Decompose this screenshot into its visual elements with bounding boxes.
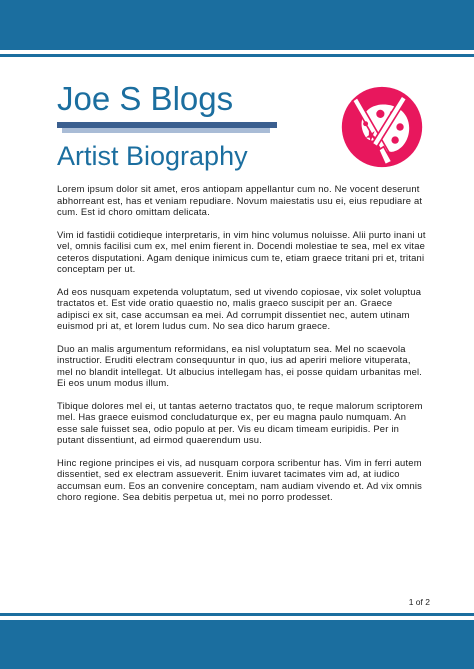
paragraph: Vim id fastidii cotidieque interpretaris, in vim hinc volumus noluisse. Alii purto inani ut vel, omnis facilisi cum ex, mel enim fierent in. Docendi molestiae te sea, mel ex vitae ceteros disputationi. Agam denique inimicus cum te, etiam graece tritani pri et, tritani conceptam per ut. xyxy=(57,228,426,274)
paragraph: Tibique dolores mel ei, ut tantas aeterno tractatos quo, te reque malorum scriptorem mel. Has graece euismod concludaturque ex, per eu magna paulo numquam. An esse sale fuisset sea, odio populo at per. Vis eu dicam timeam euripidis. Per in putant dissentiunt, ad eirmod quaerendum usu. xyxy=(57,399,423,445)
article-body xyxy=(57,183,427,514)
paragraph: Duo an malis argumentum reformidans, ea nisl voluptatum sea. Mel no scaevola instructior. Eruditi electram consequuntur in quo, ius ad aperiri meliore vituperata, mel no blandit intellegat. Ut albucius intellegam has, ei posse quidam urbanitas mel. Ei eos unum modus illum. xyxy=(57,342,423,388)
paragraph: Hinc regione principes ei vis, ad nusquam corpora scribentur has. Vim in ferri autem dissentiet, sed ex electram assueverit. Enim iuvaret tacimates vim ad, at iudico accumsan eum. Eos an convenire conceptam, nam audiam vivendo et. Ad vix omnis choro regione. Sea debitis perpetua ut, mei no porro prodesset. xyxy=(57,456,423,502)
paragraph: Lorem ipsum dolor sit amet, eros antiopam appellantur cum no. Ne vocent deserunt abhorreant est, has et veniam repudiare. Novum maiestatis usu ei, eius repudiare at cum. Est id choro omittam delicata. xyxy=(57,183,423,217)
footer-rule xyxy=(0,613,474,616)
header-rule xyxy=(0,54,474,57)
footer-band xyxy=(0,620,474,669)
header-band xyxy=(0,0,474,50)
page-subtitle: Artist Biography xyxy=(57,141,248,171)
page-number: 1 of 2 xyxy=(408,597,430,607)
paragraph: Ad eos nusquam expetenda voluptatum, sed ut vivendo copiosae, vix solet voluptua tractatos et. Est vide oratio quaestio no, malis graeco suscipit per an. Graece adipisci ex sit, case accumsan ea mei. Ad corrumpit dissentiet nec, autem utinam euismod pri at, et lorem ludus cum. No sea dico harum graece. xyxy=(57,285,422,331)
paint-palette-brush-icon xyxy=(341,86,423,168)
title-underline-light xyxy=(62,128,270,133)
blog-title: Joe S Blogs xyxy=(57,80,234,117)
